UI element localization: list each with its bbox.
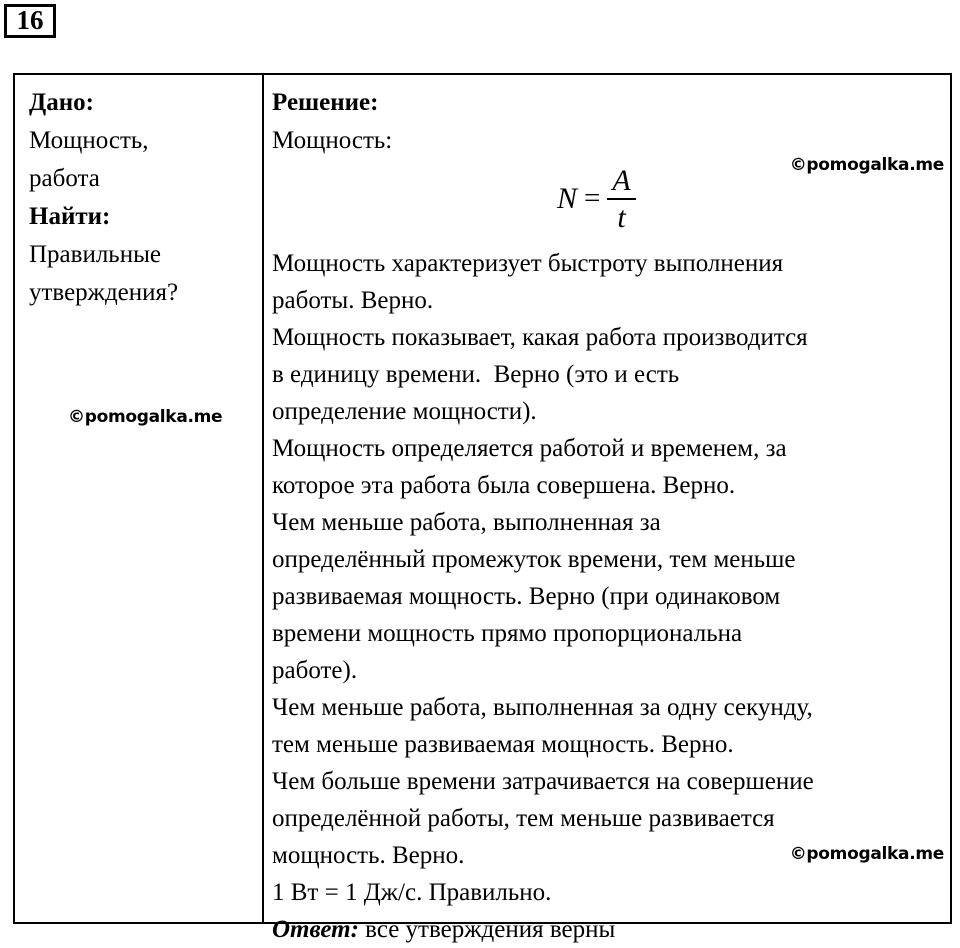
given-column: [15, 75, 264, 922]
task-number-badge: [4, 4, 56, 38]
watermark-given-column: ©pomogalka.me: [68, 407, 223, 427]
find-line-1: утверждения?: [29, 279, 179, 306]
statement-line-11: работе).: [272, 657, 358, 684]
find-line-0: Правильные: [29, 241, 161, 268]
formula-fraction: [607, 166, 635, 233]
statement-line-3: в единицу времени. Верно (это и есть: [272, 361, 680, 388]
power-formula: [557, 165, 636, 232]
statement-line-0: Мощность характеризует быстроту выполнения: [272, 250, 784, 277]
statement-line-17: 1 Вт = 1 Дж/с. Правильно.: [272, 879, 552, 906]
statement-line-15: определённой работы, тем меньше развивается: [272, 805, 775, 832]
statement-line-1: работы. Верно.: [272, 287, 434, 314]
statement-line-13: тем меньше развиваемая мощность. Верно.: [272, 731, 734, 758]
statement-line-7: Чем меньше работа, выполненная за: [272, 509, 661, 536]
statement-line-16: мощность. Верно.: [272, 842, 465, 869]
statement-line-4: определение мощности).: [272, 398, 537, 425]
solution-intro: Мощность:: [272, 127, 393, 154]
statement-line-10: времени мощность прямо пропорциональна: [272, 620, 743, 647]
solution-table: [13, 73, 952, 943]
statement-line-6: которое эта работа была совершена. Верно.: [272, 472, 736, 499]
watermark-solution-bottom: ©pomogalka.me: [789, 844, 944, 864]
answer-label: Ответ:: [272, 916, 359, 943]
statement-line-5: Мощность определяется работой и временем, за: [272, 435, 787, 462]
statement-line-9: развиваемая мощность. Верно (при одинаковом: [272, 583, 781, 610]
watermark-solution-top: ©pomogalka.me: [789, 155, 944, 175]
task-number: 16: [16, 4, 44, 35]
formula-numerator: A: [612, 164, 631, 197]
given-line-1: работа: [29, 165, 100, 192]
formula-denominator: t: [617, 201, 626, 234]
formula-equals: =: [584, 182, 601, 214]
statement-line-8: определённый промежуток времени, тем меньше: [272, 546, 796, 573]
statement-line-14: Чем больше времени затрачивается на совершение: [272, 768, 814, 795]
statement-line-2: Мощность показывает, какая работа производится: [272, 324, 808, 351]
statement-line-12: Чем меньше работа, выполненная за одну секунду,: [272, 694, 813, 721]
solution-column: [264, 75, 950, 943]
answer-text: все утверждения верны: [358, 916, 616, 943]
find-heading: Найти:: [29, 203, 111, 230]
given-heading: Дано:: [29, 89, 94, 116]
given-line-0: Мощность,: [29, 127, 149, 154]
formula-lhs: N: [557, 181, 578, 215]
solution-heading: Решение:: [272, 89, 379, 116]
